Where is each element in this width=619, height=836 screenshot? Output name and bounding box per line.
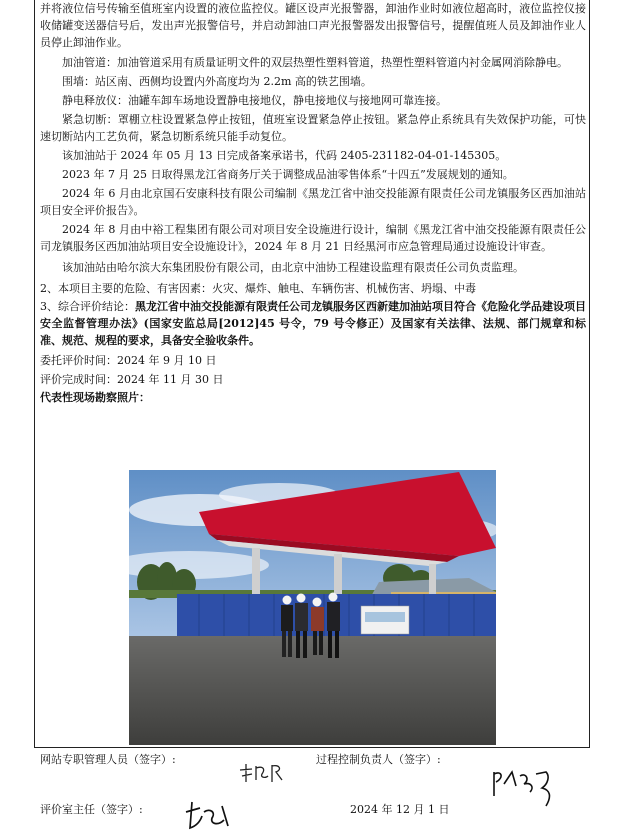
evaluation-conclusion: [40, 298, 586, 349]
director-signature: [182, 798, 232, 832]
conclusion-prefix: 3、综合评价结论：: [40, 300, 135, 313]
hazard-factors: 2、本项目主要的危险、有害因素：火灾、爆炸、触电、车辆伤害、机械伤害、坍塌、中毒: [40, 282, 476, 295]
complete-time: 评价完成时间：2024 年 11 月 30 日: [40, 373, 224, 386]
paragraph-level-monitor: 并将液位信号传输至值班室内设置的液位监控仪。罐区设声光报警器，卸油作业时如液位超高时，液位监控仪接收储罐变送器信号后，发出声光报警信号，并启动卸油口声光报警器发出报警信号，提醒值班人员及卸油作业人员停止卸油作业。: [40, 2, 586, 49]
paragraph-static: 静电释放仪：油罐车卸车场地设置静电接地仪，静电接地仪与接地网可靠连接。: [62, 94, 447, 107]
website-admin-signature: [238, 760, 286, 786]
paragraph-pipeline: 加油管道：加油管道采用有质量证明文件的双层热塑性塑料管道，热塑性塑料管道内衬金属网消除静电。: [62, 56, 568, 69]
conclusion-text: 黑龙江省中油交投能源有限责任公司龙镇服务区西新建加油站项目符合《危险化学品建设项目安全监督管理办法》(国家安监总局[2012]45 号令，79 号令修正）及国家有关法律、法规、部门规章和标准、规范、规程的要求，具备安全验收条件。: [40, 300, 586, 347]
sign-date: 2024 年 12 月 1 日: [350, 803, 450, 816]
entrust-time: 委托评价时间：2024 年 9 月 10 日: [40, 354, 217, 367]
asphalt-ground: [129, 636, 496, 745]
site-survey-photo: [129, 470, 496, 745]
gas-station-photo-illustration: [129, 470, 496, 745]
photo-title: 代表性现场勘察照片：: [40, 391, 150, 404]
paragraph-safety-evaluation: 2024 年 6 月由北京国石安康科技有限公司编制《黑龙江省中油交投能源有限责任公司龙镇服务区西加油站项目安全评价报告》。: [40, 187, 586, 217]
process-control-label: 过程控制负责人（签字）:: [316, 753, 441, 766]
paragraph-safety-design: 2024 年 8 月由中裕工程集团有限公司对项目安全设施进行设计，编制《黑龙江省中油交投能源有限责任公司龙镇服务区西加油站项目安全设施设计》，2024 年 8 月 21 日经黑河市应急管理局通过设施设计审查。: [40, 223, 586, 253]
paragraph-supervision: 该加油站由哈尔滨大东集团股份有限公司，由北京中油协工程建设监理有限责任公司负责监理。: [62, 261, 524, 274]
paragraph-filing: 该加油站于 2024 年 05 月 13 日完成备案承诺书，代码 2405-231182-04-01-145305。: [62, 149, 507, 162]
paragraph-commerce-notice: 2023 年 7 月 25 日取得黑龙江省商务厅关于调整成品油零售体系“十四五”发展规划的通知。: [62, 168, 514, 181]
process-control-signature: [490, 766, 562, 810]
document-body: [40, 0, 586, 406]
paragraph-wall: 围墙：站区南、西侧均设置内外高度均为 2.2m 高的铁艺围墙。: [62, 75, 372, 88]
signboard-graphic: [365, 612, 405, 622]
website-admin-label: 网站专职管理人员（签字）:: [40, 753, 176, 766]
paragraph-emergency-stop: 紧急切断：罩棚立柱设置紧急停止按钮，值班室设置紧急停止按钮。紧急停止系统具有失效保护功能，可快速切断站内工艺负荷，紧急切断系统只能手动复位。: [40, 113, 586, 143]
director-label: 评价室主任（签字）:: [40, 803, 143, 816]
